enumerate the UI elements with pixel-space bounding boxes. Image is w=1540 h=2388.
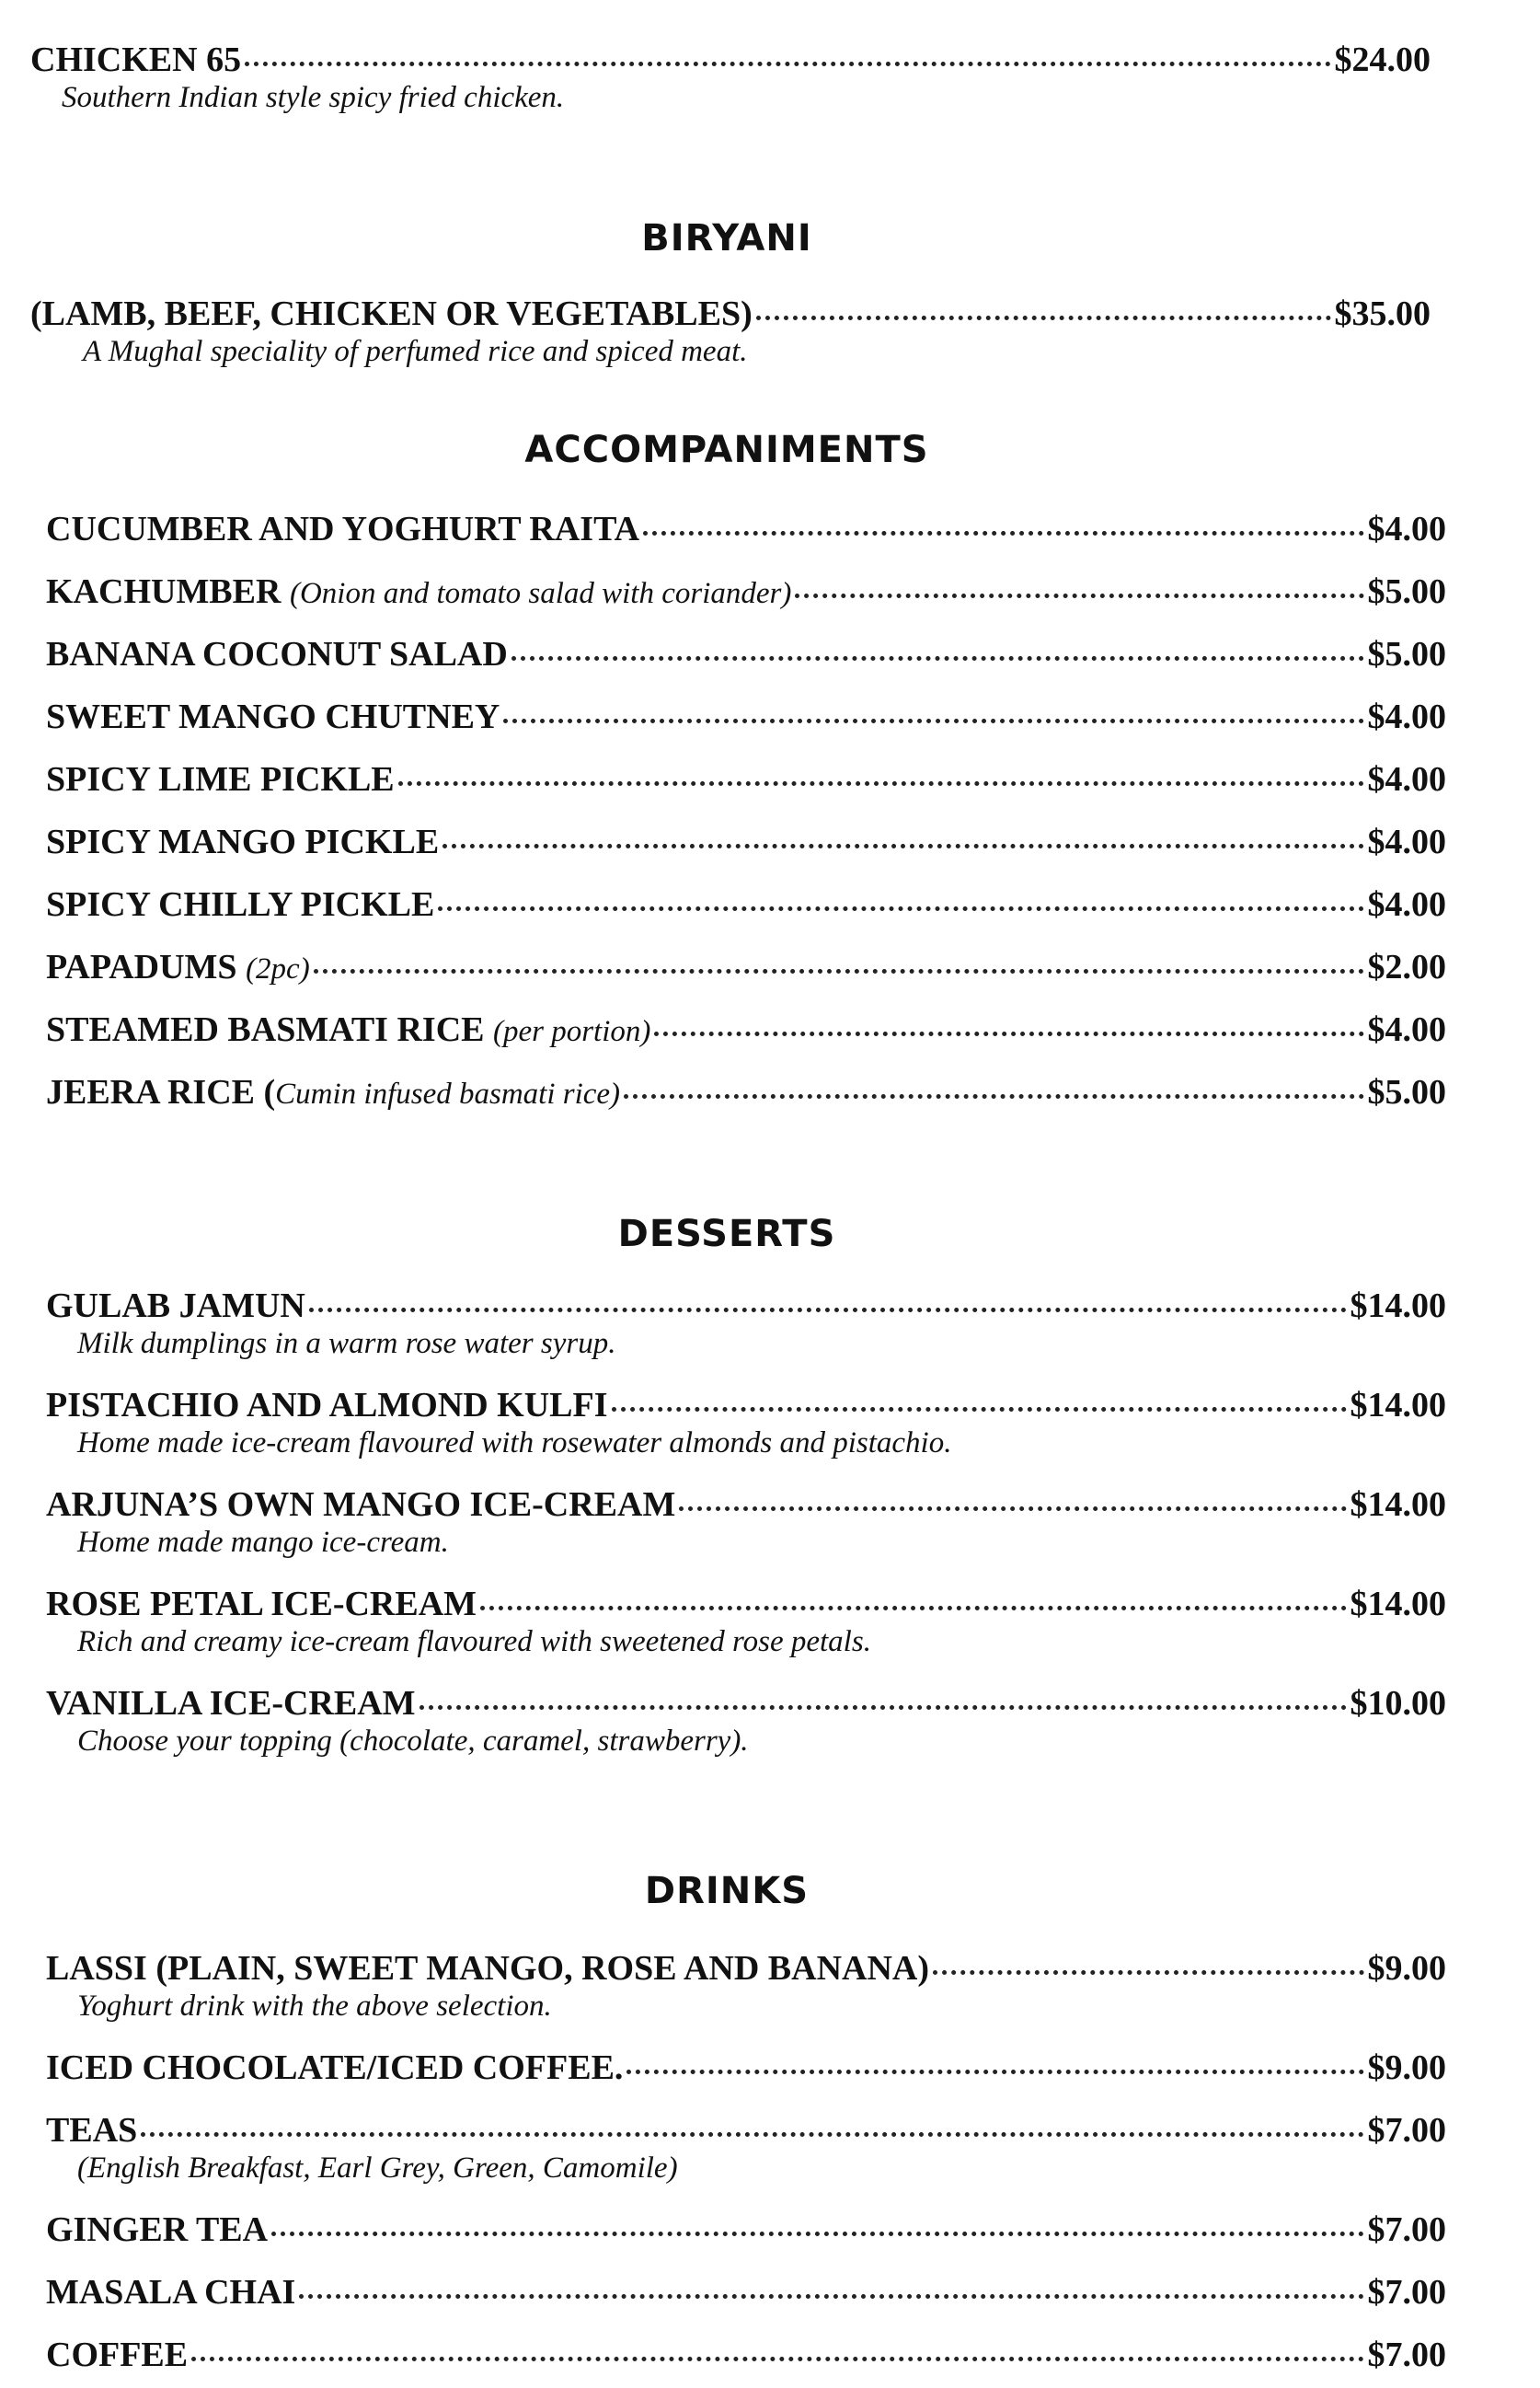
item-price: $4.00 — [1367, 510, 1446, 548]
dot-leader — [511, 656, 1364, 661]
menu-item — [46, 633, 1446, 675]
item-description: Home made ice-cream flavoured with rosewater almonds and pistachio. — [77, 1426, 952, 1459]
item-name-text: STEAMED BASMATI RICE — [46, 1010, 485, 1049]
item-name-text: KACHUMBER — [46, 572, 282, 611]
item-price: $5.00 — [1367, 635, 1446, 674]
menu-item — [46, 1384, 1446, 1426]
menu-item — [46, 2109, 1446, 2152]
item-name: (LAMB, BEEF, CHICKEN OR VEGETABLES) — [30, 294, 753, 333]
item-name: TEAS — [46, 2111, 138, 2150]
item-price: $7.00 — [1367, 2336, 1446, 2374]
item-price: $9.00 — [1367, 1949, 1446, 1988]
item-price: $14.00 — [1350, 1485, 1446, 1524]
item-price: $5.00 — [1367, 572, 1446, 611]
menu-item — [46, 1483, 1446, 1526]
menu-item — [46, 2334, 1446, 2376]
menu-item-biryani — [30, 293, 1431, 335]
dot-leader — [398, 781, 1364, 786]
item-price: $4.00 — [1367, 698, 1446, 736]
menu-item — [46, 508, 1446, 550]
dot-leader — [271, 2232, 1363, 2236]
menu-item-chicken-65 — [30, 39, 1431, 81]
item-price: $14.00 — [1350, 1386, 1446, 1425]
item-price: $14.00 — [1350, 1585, 1446, 1623]
item-note: Cumin infused basmati rice) — [275, 1078, 621, 1111]
dot-leader — [419, 1705, 1347, 1710]
dot-leader — [643, 531, 1363, 536]
item-note: (Onion and tomato salad with coriander) — [289, 577, 792, 610]
item-name — [46, 1009, 650, 1053]
menu-item — [46, 571, 1446, 615]
item-price: $7.00 — [1367, 2210, 1446, 2249]
item-name: LASSI (PLAIN, SWEET MANGO, ROSE AND BANANA) — [46, 1949, 930, 1988]
item-price: $35.00 — [1334, 294, 1431, 333]
item-price: $4.00 — [1367, 760, 1446, 799]
item-description: Choose your topping (chocolate, caramel, strawberry). — [77, 1725, 749, 1758]
item-name: CHICKEN 65 — [30, 40, 242, 79]
item-note: (2pc) — [246, 952, 310, 986]
item-name: VANILLA ICE-CREAM — [46, 1684, 416, 1723]
menu-item — [46, 2209, 1446, 2251]
dot-leader — [624, 1094, 1363, 1099]
item-description: A Mughal speciality of perfumed rice and spiced meat. — [83, 335, 748, 368]
item-name: ARJUNA’S OWN MANGO ICE-CREAM — [46, 1485, 676, 1524]
dot-leader — [480, 1606, 1346, 1610]
dot-leader — [438, 906, 1363, 911]
item-name-text: PAPADUMS — [46, 948, 237, 986]
item-description: (English Breakfast, Earl Grey, Green, Camomile) — [77, 2152, 678, 2185]
item-price: $24.00 — [1334, 40, 1431, 79]
item-price: $7.00 — [1367, 2273, 1446, 2312]
dot-leader — [612, 1407, 1347, 1412]
dot-leader — [245, 62, 1330, 66]
item-name: PISTACHIO AND ALMOND KULFI — [46, 1386, 608, 1425]
dot-leader — [756, 316, 1331, 320]
item-name-text: JEERA RICE ( — [46, 1073, 276, 1112]
item-price: $9.00 — [1367, 2048, 1446, 2087]
item-name: COFFEE — [46, 2336, 189, 2374]
item-price: $5.00 — [1367, 1073, 1446, 1112]
item-name: SPICY MANGO PICKLE — [46, 823, 440, 861]
menu-item — [46, 1583, 1446, 1625]
menu-item — [46, 1682, 1446, 1725]
section-heading-desserts: DESSERTS — [617, 1213, 836, 1255]
menu-item — [46, 1071, 1446, 1115]
section-heading-biryani: BIRYANI — [641, 217, 812, 260]
item-price: $14.00 — [1350, 1286, 1446, 1325]
dot-leader — [314, 969, 1364, 974]
dot-leader — [626, 2070, 1363, 2074]
item-description: Yoghurt drink with the above selection. — [77, 1990, 552, 2023]
dot-leader — [141, 2132, 1363, 2137]
menu-item — [46, 758, 1446, 801]
menu-item — [46, 821, 1446, 863]
dot-leader — [679, 1506, 1346, 1511]
dot-leader — [933, 1970, 1363, 1975]
dot-leader — [654, 1032, 1363, 1036]
item-price: $4.00 — [1367, 885, 1446, 924]
item-name: SPICY LIME PICKLE — [46, 760, 395, 799]
menu-item — [46, 696, 1446, 738]
menu-item — [46, 883, 1446, 926]
item-name: SWEET MANGO CHUTNEY — [46, 698, 500, 736]
dot-leader — [299, 2294, 1363, 2299]
item-name — [46, 946, 310, 990]
item-name: BANANA COCONUT SALAD — [46, 635, 508, 674]
item-name: CUCUMBER AND YOGHURT RAITA — [46, 510, 640, 548]
item-description: Rich and creamy ice-cream flavoured with sweetened rose petals. — [77, 1625, 871, 1658]
item-price: $4.00 — [1367, 1010, 1446, 1049]
item-note: (per portion) — [492, 1015, 651, 1048]
dot-leader — [503, 719, 1363, 723]
item-description: Home made mango ice-cream. — [77, 1526, 449, 1559]
menu-item — [46, 1009, 1446, 1053]
item-description: Milk dumplings in a warm rose water syrup. — [77, 1327, 616, 1360]
item-name: GINGER TEA — [46, 2210, 269, 2249]
item-name: SPICY CHILLY PICKLE — [46, 885, 435, 924]
item-name: GULAB JAMUN — [46, 1286, 305, 1325]
dot-leader — [309, 1308, 1347, 1312]
item-price: $10.00 — [1350, 1684, 1446, 1723]
section-heading-accompaniments: ACCOMPANIMENTS — [524, 429, 929, 471]
item-name — [46, 1071, 620, 1115]
item-name: ICED CHOCOLATE/ICED COFFEE. — [46, 2048, 624, 2087]
menu-item — [46, 1285, 1446, 1327]
menu-item — [46, 1947, 1446, 1990]
item-name — [46, 571, 791, 615]
item-price: $2.00 — [1367, 948, 1446, 986]
dot-leader — [795, 594, 1363, 598]
menu-item — [46, 2271, 1446, 2313]
section-heading-drinks: DRINKS — [644, 1870, 810, 1912]
item-price: $4.00 — [1367, 823, 1446, 861]
item-description: Southern Indian style spicy fried chicken. — [62, 81, 565, 114]
item-price: $7.00 — [1367, 2111, 1446, 2150]
dot-leader — [442, 844, 1363, 848]
item-name: ROSE PETAL ICE-CREAM — [46, 1585, 477, 1623]
dot-leader — [191, 2357, 1363, 2361]
menu-item — [46, 2047, 1446, 2089]
item-name: MASALA CHAI — [46, 2273, 296, 2312]
menu-item — [46, 946, 1446, 990]
